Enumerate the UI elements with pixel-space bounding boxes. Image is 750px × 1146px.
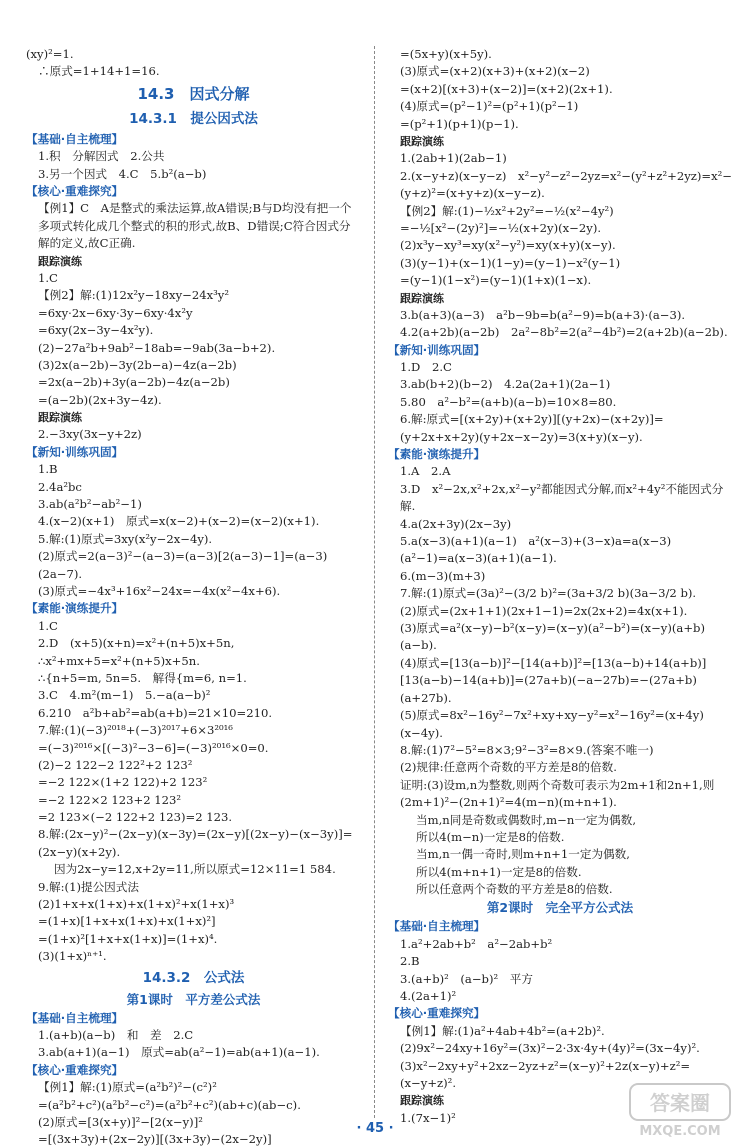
- answer-line: (3)原式=a²(x−y)−b²(x−y)=(x−y)(a²−b²)=(x−y)(a+b)(a−b).: [400, 621, 705, 653]
- answer-line: 8.解:(2x−y)²−(2x−y)(x−3y)=(2x−y)[(2x−y)−(x−3y)]=(2x−y)(x+2y).: [38, 827, 353, 859]
- subsection-title: 14.3.1 提公因式法: [129, 110, 258, 127]
- answer-line: 【例1】解:(1)a²+4ab+4b²=(a+2b)².: [400, 1023, 605, 1038]
- answer-line: =−2 122×2 123+2 123²: [38, 792, 182, 807]
- answer-line: 7.解:(1)原式=(3a)²−(3/2 b)²=(3a+3/2 b)(3a−3/2 b).: [400, 586, 697, 601]
- answer-line: 2.(x−y+z)(x−y−z) x²−y²−z²−2yz=x²−(y²+z²+2yz)=x²−(y+z)²=(x+y+z)(x−y−z).: [400, 168, 732, 201]
- answer-line: =(p²+1)(p+1)(p−1).: [400, 116, 519, 131]
- answer-line: =(5x+y)(x+5y).: [400, 47, 492, 61]
- answer-line: (2)原式=[3(x+y)]²−[2(x−y)]²: [38, 1115, 203, 1130]
- answer-line: 证明:(3)设m,n为整数,则两个奇数可表示为2m+1和2n+1,则(2m+1)²−(2n+1)²=4(m−n)(m+n+1).: [400, 777, 715, 810]
- answer-line: 【例2】解:(1)−½x²+2y²=−½(x²−4y²): [400, 203, 614, 218]
- answer-line: 6.(m−3)(m+3): [400, 568, 486, 583]
- answer-line: =(a²b²+c²)(a²b²−c²)=(a²b²+c²)(ab+c)(ab−c).: [38, 1097, 301, 1112]
- answer-line: 5.a(x−3)(a+1)(a−1) a²(x−3)+(3−x)a=a(x−3)(a²−1)=a(x−3)(a+1)(a−1).: [400, 534, 672, 566]
- answer-line: (3)原式=(x+2)(x+3)+(x+2)(x−2): [400, 64, 590, 79]
- column-divider: [374, 46, 375, 1118]
- section-label: 【素能·演练提升】: [26, 601, 124, 616]
- answer-line: =−2 122×(1+2 122)+2 123²: [38, 775, 208, 790]
- page-number: · 45 ·: [356, 1121, 394, 1136]
- answer-line: (4)原式=(p²−1)²=(p²+1)(p²−1): [400, 99, 579, 114]
- answer-line: ∴{n+5=m, 5n=5. 解得{m=6, n=1.: [38, 670, 247, 685]
- answer-line: 当m,n一偶一奇时,则m+n+1一定为偶数,: [416, 847, 630, 862]
- answer-line: 3.D x²−2x,x²+2x,x²−y²都能因式分解,而x²+4y²不能因式分解.: [400, 481, 724, 514]
- answer-line: (2)−2 122−2 122²+2 123²: [38, 757, 193, 772]
- answer-line: 3.(a+b)² (a−b)² 平方: [400, 971, 533, 986]
- section-title: 14.3 因式分解: [137, 84, 250, 103]
- answer-line: =−½[x²−(2y)²]=−½(x+2y)(x−2y).: [400, 220, 602, 235]
- answer-line: 7.解:(1)(−3)²⁰¹⁸+(−3)²⁰¹⁷+6×3²⁰¹⁶: [38, 723, 233, 738]
- answer-line: 2.B: [400, 954, 420, 969]
- practice-label: 跟踪演练: [38, 254, 82, 268]
- answer-line: 6.210 a²b+ab²=ab(a+b)=21×10=210.: [38, 705, 273, 720]
- answer-line: 1.积 分解因式 2.公共: [38, 149, 165, 164]
- answer-line: 3.另一个因式 4.C 5.b²(a−b): [38, 166, 207, 181]
- practice-label: 跟踪演练: [400, 291, 444, 305]
- answer-line: (2)x³y−xy³=xy(x²−y²)=xy(x+y)(x−y).: [400, 238, 616, 253]
- answer-line: (2)原式=(2x+1+1)(2x+1−1)=2x(2x+2)=4x(x+1).: [400, 603, 688, 618]
- answer-line: 所以任意两个奇数的平方差是8的倍数.: [416, 882, 613, 897]
- answer-line: 1.(2ab+1)(2ab−1): [400, 151, 507, 166]
- answer-line: 2.D (x+5)(x+n)=x²+(n+5)x+5n,: [38, 636, 235, 651]
- answer-line: (4)原式=[13(a−b)]²−[14(a+b)]²=[13(a−b)+14(a+b)][13(a−b)−14(a+b)]=(27a+b)(−a−27b)=−(27a+b)(a+27b).: [400, 655, 707, 705]
- answer-line: (xy)²=1.: [26, 47, 74, 61]
- answer-line: 4.2(a+2b)(a−2b) 2a²−8b²=2(a²−4b²)=2(a+2b)(a−2b).: [400, 325, 728, 340]
- answer-line: (2)1+x+x(1+x)+x(1+x)²+x(1+x)³: [38, 897, 235, 912]
- answer-line: 5.解:(1)原式=3xy(x²y−2x−4y).: [38, 531, 213, 546]
- answer-line: 1.C: [38, 618, 58, 633]
- answer-line: =2x(a−2b)+3y(a−2b)−4z(a−2b): [38, 375, 230, 390]
- answer-line: 【例1】解:(1)原式=(a²b²)²−(c²)²: [38, 1080, 217, 1095]
- answer-line: 1.(a+b)(a−b) 和 差 2.C: [38, 1028, 194, 1043]
- right-column: [388, 46, 732, 1127]
- practice-label: 跟踪演练: [400, 134, 444, 148]
- answer-line: 因为2x−y=12,x+2y=11,所以原式=12×11=1 584.: [54, 862, 336, 877]
- answer-line: (5)原式=8x²−16y²−7x²+xy+xy−y²=x²−16y²=(x+4y)(x−4y).: [400, 708, 704, 740]
- answer-line: (2)原式=2(a−3)²−(a−3)=(a−3)[2(a−3)−1]=(a−3)(2a−7).: [38, 549, 328, 581]
- answer-line: 3.ab(b+2)(b−2) 4.2a(2a+1)(2a−1): [400, 377, 611, 392]
- watermark-bottom-text: MXQE.COM: [639, 1124, 721, 1139]
- practice-label: 跟踪演练: [400, 1094, 444, 1108]
- answer-line: =6xy·2x−6xy·3y−6xy·4x²y: [38, 305, 193, 320]
- answer-line: 3.b(a+3)(a−3) a²b−9b=b(a²−9)=b(a+3)·(a−3).: [400, 307, 686, 322]
- answer-line: 【例2】解:(1)12x²y−18xy−24x³y²: [38, 288, 229, 303]
- section-label: 【新知·训练巩固】: [26, 444, 124, 459]
- answer-line: 1.(7x−1)²: [400, 1110, 456, 1125]
- answer-line: 当m,n同是奇数或偶数时,m−n一定为偶数,: [416, 812, 637, 827]
- subsection-title: 14.3.2 公式法: [142, 969, 245, 986]
- answer-line: =6xy(2x−3y−4x²y).: [38, 323, 154, 338]
- answer-line: =(x+2)[(x+3)+(x−2)]=(x+2)(2x+1).: [400, 81, 613, 96]
- section-label: 【基础·自主梳理】: [388, 919, 486, 934]
- answer-line: 【例1】C A是整式的乘法运算,故A错误;B与D均没有把一个多项式转化成几个整式的积的形式,故B、D错误;C符合因式分解的定义,故C正确.: [38, 201, 352, 251]
- answer-line: 1.C: [38, 270, 58, 285]
- answer-line: (2)−27a²b+9ab²−18ab=−9ab(3a−b+2).: [38, 340, 276, 355]
- answer-line: 3.ab(a²b²−ab²−1): [38, 497, 142, 512]
- answer-line: 8.解:(1)7²−5²=8×3;9²−3²=8×9.(答案不唯一): [400, 742, 654, 757]
- lesson-title: 第2课时 完全平方公式法: [486, 900, 634, 916]
- answer-line: (2)9x²−24xy+16y²=(3x)²−2·3x·4y+(4y)²=(3x−4y)².: [400, 1041, 700, 1056]
- section-label: 【基础·自主梳理】: [26, 1010, 124, 1025]
- answer-line: =(y−1)(1−x²)=(y−1)(1+x)(1−x).: [400, 273, 592, 288]
- answer-line: (3)2x(a−2b)−3y(2b−a)−4z(a−2b): [38, 357, 237, 372]
- answer-line: =2 123×(−2 122+2 123)=2 123.: [38, 810, 233, 825]
- answer-line: 4.(2a+1)²: [400, 989, 457, 1004]
- answer-line: =(a−2b)(2x+3y−4z).: [38, 392, 162, 407]
- answer-line: 1.B: [38, 462, 58, 477]
- watermark-top-text: 答案圈: [650, 1091, 710, 1115]
- answer-line: 1.a²+2ab+b² a²−2ab+b²: [400, 936, 553, 951]
- section-label: 【素能·演练提升】: [388, 447, 486, 462]
- section-label: 【核心·重难探究】: [26, 1062, 124, 1077]
- lesson-title: 第1课时 平方差公式法: [126, 991, 261, 1007]
- answer-line: (3)(y−1)+(x−1)(1−y)=(y−1)−x²(y−1): [400, 255, 621, 270]
- answer-line: 2.−3xy(3x−y+2z): [38, 427, 142, 442]
- answer-line: 所以4(m+n+1)一定是8的倍数.: [416, 864, 582, 879]
- section-label: 【新知·训练巩固】: [388, 342, 486, 357]
- watermark-logo: [628, 1082, 732, 1140]
- answer-line: 5.80 a²−b²=(a+b)(a−b)=10×8=80.: [400, 394, 617, 409]
- answer-line: 4.a(2x+3y)(2x−3y): [400, 516, 512, 531]
- left-column: [26, 46, 361, 1146]
- answer-line: 1.A 2.A: [400, 464, 451, 479]
- answer-line: =(1+x)²[1+x+x(1+x)]=(1+x)⁴.: [38, 931, 218, 946]
- answer-line: 6.解:原式=[(x+2y)+(x+2y)][(y+2x)−(x+2y)]=(y+2x+x+2y)(y+2x−x−2y)=3(x+y)(x−y).: [400, 412, 664, 444]
- section-label: 【核心·重难探究】: [388, 1006, 486, 1021]
- answer-line: 9.解:(1)提公因式法: [38, 879, 139, 894]
- answer-line: =(−3)²⁰¹⁶×[(−3)²−3−6]=(−3)²⁰¹⁶×0=0.: [38, 740, 269, 755]
- answer-line: 所以4(m−n)一定是8的倍数.: [416, 829, 565, 844]
- answer-line: ∴x²+mx+5=x²+(n+5)x+5n.: [38, 653, 200, 668]
- answer-line: 3.ab(a+1)(a−1) 原式=ab(a²−1)=ab(a+1)(a−1).: [38, 1045, 320, 1060]
- section-label: 【基础·自主梳理】: [26, 131, 124, 146]
- answer-line: 4.(x−2)(x+1) 原式=x(x−2)+(x−2)=(x−2)(x+1).: [38, 514, 320, 529]
- answer-line: (3)x²−2xy+y²+2xz−2yz+z²=(x−y)²+2z(x−y)+z²=(x−y+z)².: [400, 1058, 691, 1091]
- answer-line: 3.C 4.m²(m−1) 5.−a(a−b)²: [38, 688, 211, 703]
- answer-line: 2.4a²bc: [38, 479, 82, 494]
- answer-line: =[(3x+3y)+(2x−2y)][(3x+3y)−(2x−2y)]: [38, 1132, 272, 1146]
- answer-line: 1.D 2.C: [400, 360, 452, 375]
- answer-line: =(1+x)[1+x+x(1+x)+x(1+x)²]: [38, 914, 216, 929]
- answer-line: (3)原式=−4x³+16x²−24x=−4x(x²−4x+6).: [38, 584, 281, 599]
- answer-line: (2)规律:任意两个奇数的平方差是8的倍数.: [400, 760, 617, 775]
- answer-line: ∴原式=1+14+1=16.: [38, 64, 160, 79]
- practice-label: 跟踪演练: [38, 411, 82, 425]
- answer-line: (3)(1+x)ⁿ⁺¹.: [38, 949, 107, 964]
- section-label: 【核心·重难探究】: [26, 183, 124, 198]
